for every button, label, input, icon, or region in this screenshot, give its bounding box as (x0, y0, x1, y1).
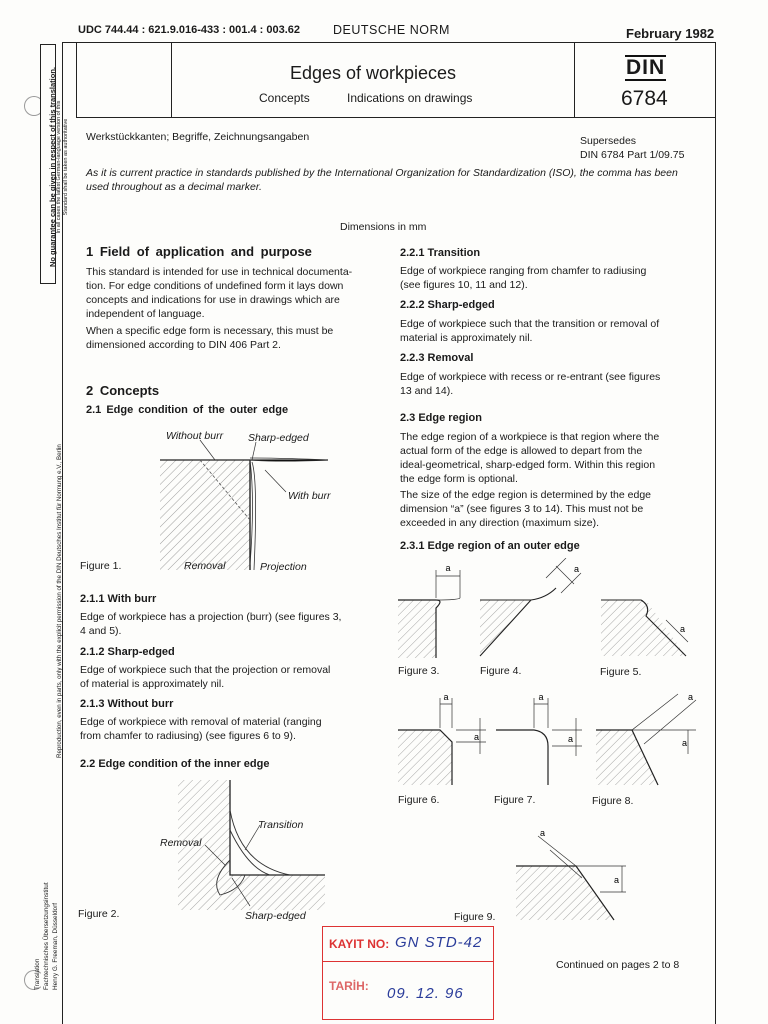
text-line: dimensioned according to DIN 406 Part 2. (86, 339, 281, 351)
section-1-title: 1 Field of application and purpose (86, 244, 312, 259)
figure-9-caption: Figure 9. (454, 911, 496, 923)
text-line: Edge of workpiece such that the projection or removal (80, 664, 331, 676)
translation-institute: Fachtechnisches Übersetzungsinstitut (43, 882, 50, 990)
fig2-transition-label: Transition (258, 819, 304, 831)
subtitle-indications: Indications on drawings (347, 91, 473, 105)
text-line: When a specific edge form is necessary, this must be (86, 325, 334, 337)
udc-code: UDC 744.44 : 621.9.016-433 : 001.4 : 003.62 (78, 24, 300, 36)
figure-5-caption: Figure 5. (600, 666, 642, 678)
section-2-1-1-title: 2.1.1 With burr (80, 593, 157, 605)
section-2-2-1-text (400, 264, 646, 292)
text-line: from chamfer to radiusing) (see figures 6 to 9). (80, 730, 296, 742)
text-line: tion. For edge conditions of undefined form it lays down (86, 280, 344, 292)
text-line: The size of the edge region is determined by the edge (400, 489, 651, 501)
deutsche-norm-label: DEUTSCHE NORM (333, 23, 450, 37)
figures-3-to-5-diagrams (396, 558, 696, 668)
reproduction-notice: Reproduction, even in parts, only with the explicit permission of the DIN Deutsches Institut für Normung e.V., Berlin (56, 444, 63, 758)
section-2-3-title: 2.3 Edge region (400, 412, 482, 424)
section-2-2-title: 2.2 Edge condition of the inner edge (80, 758, 270, 770)
section-2-3-paragraph-2 (400, 488, 651, 530)
supersedes-value: DIN 6784 Part 1/09.75 (580, 149, 685, 161)
section-2-1-title: 2.1 Edge condition of the outer edge (86, 404, 289, 416)
figure-4-caption: Figure 4. (480, 665, 522, 677)
header-box (76, 42, 716, 118)
fig6-dim-a-vertical: a (474, 732, 480, 742)
fig8-dim-a: a (688, 692, 694, 702)
fig1-projection-label: Projection (260, 561, 307, 573)
text-line: Edge of workpiece such that the transition or removal of (400, 318, 660, 330)
continued-note: Continued on pages 2 to 8 (556, 959, 680, 971)
subtitle-concepts: Concepts (259, 91, 310, 105)
text-line: material is approximately nil. (400, 332, 533, 344)
figure-2-caption: Figure 2. (78, 908, 120, 920)
fig8-dim-a-vertical: a (682, 738, 688, 748)
iso-note: As it is current practice in standards published by the International Organization for Standardization (ISO), the comma has been used throughout as a decimal marker. (86, 167, 678, 193)
text-line: This standard is intended for use in technical documenta- (86, 266, 353, 278)
section-2-2-3-text (400, 370, 660, 398)
fig1-sharp-edged-label: Sharp-edged (248, 432, 309, 444)
standard-number: 6784 (621, 87, 668, 110)
stamp-tarih-value: 09. 12. 96 (387, 985, 464, 1002)
section-2-1-3-title: 2.1.3 Without burr (80, 698, 174, 710)
section-2-3-1-title: 2.3.1 Edge region of an outer edge (400, 540, 580, 552)
fig9-dim-a: a (540, 828, 546, 838)
fig3-dim-a: a (445, 563, 451, 573)
section-2-title: 2 Concepts (86, 383, 160, 398)
text-line: The edge region of a workpiece is that region where the (400, 431, 660, 443)
figure-9-diagram (510, 820, 640, 924)
text-line: 13 and 14). (400, 385, 454, 397)
text-line: Edge of workpiece with recess or re-entrant (see figures (400, 371, 661, 383)
text-line: exceeded in any direction (maximum size). (400, 517, 599, 529)
section-2-1-3-text (80, 715, 322, 743)
supersedes-label: Supersedes (580, 135, 637, 147)
stamp-divider (323, 961, 493, 962)
section-1-paragraph-2 (86, 324, 333, 352)
text-line: concepts and indications for use in drawings which are (86, 294, 340, 306)
section-2-2-2-text (400, 317, 659, 345)
page-title: Edges of workpieces (289, 63, 457, 83)
fig5-dim-a: a (680, 624, 686, 634)
din-logo: DIN (626, 56, 666, 79)
translator-name: Henry G. Freeman, Düsseldorf (52, 902, 59, 990)
text-line: Edge of workpiece has a projection (burr) (see figures 3, (80, 611, 342, 623)
section-2-1-2-title: 2.1.2 Sharp-edged (80, 646, 175, 658)
section-2-2-2-title: 2.2.2 Sharp-edged (400, 299, 495, 311)
publication-date: February 1982 (626, 26, 715, 41)
stamp-kayit-label: KAYIT NO: (329, 937, 390, 951)
text-line: 4 and 5). (80, 625, 122, 637)
fig7-dim-a-vertical: a (568, 734, 574, 744)
text-line: the edge form is optional. (400, 473, 518, 485)
fig1-without-burr-label: Without burr (166, 430, 224, 442)
fig7-dim-a: a (538, 692, 544, 702)
figure-3-caption: Figure 3. (398, 665, 440, 677)
text-line: actual form of the edge is allowed to depart from the (400, 445, 643, 457)
section-2-3-paragraph-1 (400, 430, 659, 486)
section-2-1-1-text (80, 610, 341, 638)
text-line: Edge of workpiece with removal of material (ranging (80, 716, 322, 728)
figure-2-diagram (150, 780, 340, 920)
text-line: ideal-geometrical, sharp-edged form. Within this region (400, 459, 656, 471)
fig2-sharp-edged-label: Sharp-edged (245, 910, 306, 922)
translation-label: Translation (34, 958, 41, 990)
text-line: independent of language. (86, 308, 205, 320)
stamp-kayit-value: GN STD-42 (395, 934, 483, 951)
dimensions-note: Dimensions in mm (340, 221, 427, 233)
text-line: of material is approximately nil. (80, 678, 225, 690)
figure-1-caption: Figure 1. (80, 560, 122, 572)
header-left-cell (77, 43, 172, 117)
stamp-tarih-label: TARİH: (329, 979, 369, 993)
text-line: Edge of workpiece ranging from chamfer to radiusing (400, 265, 647, 277)
section-2-2-1-title: 2.2.1 Transition (400, 247, 481, 259)
figure-6-caption: Figure 6. (398, 794, 440, 806)
text-line: dimension “a” (see figures 3 to 14). This must not be (400, 503, 644, 515)
guarantee-text-3: Standard shall be taken as authoritative (63, 118, 69, 216)
fig2-removal-label: Removal (160, 837, 202, 849)
guarantee-text: No guarantee can be given in respect of this translation. (48, 66, 57, 268)
fig4-dim-a: a (574, 564, 580, 574)
figure-8-caption: Figure 8. (592, 795, 634, 807)
text-line: (see figures 10, 11 and 12). (400, 279, 528, 291)
figures-6-to-8-diagrams (396, 690, 706, 790)
registration-stamp (322, 926, 494, 1020)
section-1-paragraph-1 (86, 265, 352, 321)
guarantee-text-2: In all cases the latest German-language version of this (56, 100, 62, 234)
fig6-dim-a: a (443, 692, 449, 702)
figure-1-diagram (80, 420, 380, 580)
fig9-dim-a-vertical: a (614, 875, 620, 885)
german-title: Werkstückkanten; Begriffe, Zeichnungsangaben (86, 131, 310, 143)
section-2-2-3-title: 2.2.3 Removal (400, 352, 474, 364)
fig1-removal-label: Removal (184, 560, 226, 572)
figure-7-caption: Figure 7. (494, 794, 536, 806)
section-2-1-2-text (80, 663, 330, 691)
fig1-with-burr-label: With burr (288, 490, 331, 502)
